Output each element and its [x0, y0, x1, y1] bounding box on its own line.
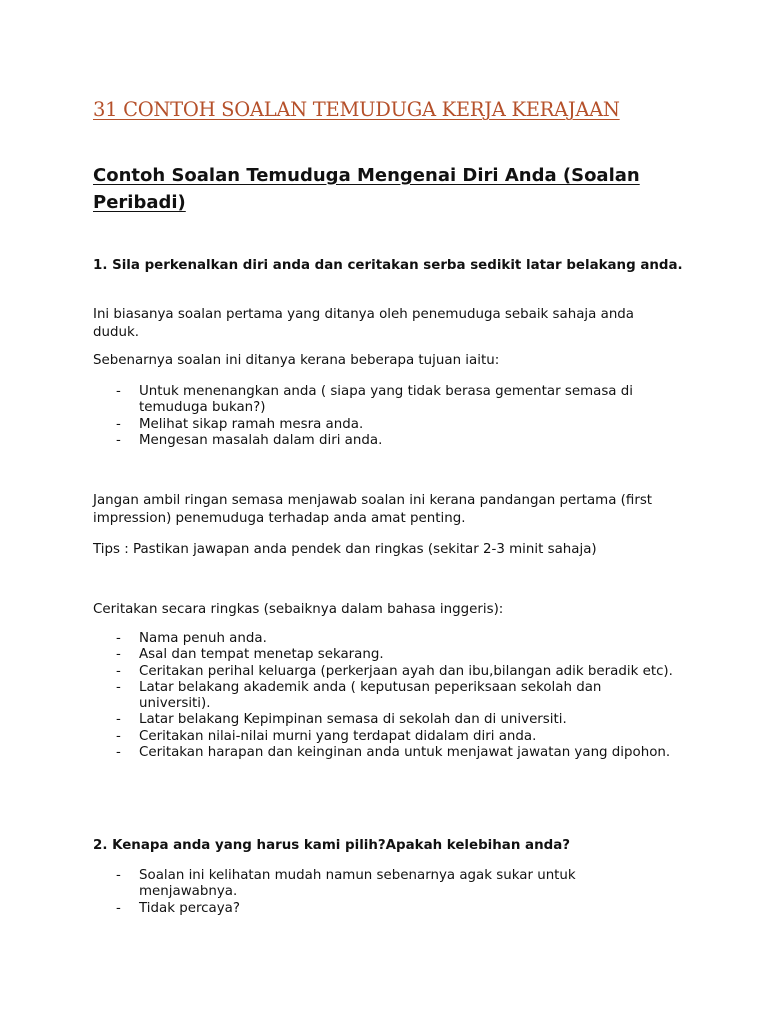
q1-reasons-list	[93, 384, 673, 449]
dash-bullet: -	[116, 432, 121, 448]
list-item: - Melihat sikap ramah mesra anda.	[116, 416, 364, 432]
list-item: - Ceritakan nilai-nilai murni yang terdapat didalam diri anda.	[116, 728, 537, 744]
list-item: - Untuk menenangkan anda ( siapa yang tidak berasa gementar semasa di temuduga bukan?)	[116, 384, 633, 416]
dash-bullet: -	[116, 663, 121, 679]
dash-bullet: -	[116, 679, 121, 695]
dash-bullet: -	[116, 712, 121, 728]
list-item: - Soalan ini kelihatan mudah namun sebenarnya agak sukar untuk menjawabnya.	[116, 868, 576, 900]
list-item: - Mengesan masalah dalam diri anda.	[116, 432, 383, 448]
list-item: - Tidak percaya?	[116, 900, 240, 916]
dash-bullet: -	[116, 647, 121, 663]
q1-paragraph-2: Sebenarnya soalan ini ditanya kerana beberapa tujuan iaitu:	[93, 353, 500, 368]
q1-points-list	[93, 631, 673, 761]
dash-bullet: -	[116, 745, 121, 761]
list-item: - Ceritakan harapan dan keinginan anda untuk menjawat jawatan yang dipohon.	[116, 745, 671, 761]
q2-points-list	[93, 868, 673, 917]
section-heading: Contoh Soalan Temuduga Mengenai Diri Anda (Soalan Peribadi)	[93, 165, 640, 213]
dash-bullet: -	[116, 900, 121, 916]
question-2: 2. Kenapa anda yang harus kami pilih?Apakah kelebihan anda?	[93, 838, 570, 853]
q1-paragraph-4: Ceritakan secara ringkas (sebaiknya dalam bahasa inggeris):	[93, 602, 504, 617]
dash-bullet: -	[116, 384, 121, 399]
list-item: - Asal dan tempat menetap sekarang.	[116, 647, 384, 663]
dash-bullet: -	[116, 631, 121, 646]
question-1: 1. Sila perkenalkan diri anda dan ceritakan serba sedikit latar belakang anda.	[93, 258, 683, 273]
q1-paragraph-1: Ini biasanya soalan pertama yang ditanya oleh penemuduga sebaik sahaja anda duduk.	[93, 307, 635, 340]
list-item: - Ceritakan perihal keluarga (perkerjaan ayah dan ibu,bilangan adik beradik etc).	[116, 663, 673, 679]
q1-paragraph-3: Jangan ambil ringan semasa menjawab soalan ini kerana pandangan pertama (first impression) penemuduga terhadap anda amat penting.	[93, 493, 653, 526]
list-item: - Nama penuh anda.	[116, 631, 267, 646]
q1-tips: Tips : Pastikan jawapan anda pendek dan ringkas (sekitar 2-3 minit sahaja)	[93, 542, 597, 557]
dash-bullet: -	[116, 868, 121, 883]
document-title: 31 CONTOH SOALAN TEMUDUGA KERJA KERAJAAN	[93, 98, 620, 121]
list-item: - Latar belakang Kepimpinan semasa di sekolah dan di universiti.	[116, 712, 567, 728]
dash-bullet: -	[116, 416, 121, 432]
dash-bullet: -	[116, 728, 121, 744]
list-item: - Latar belakang akademik anda ( keputusan peperiksaan sekolah dan universiti).	[116, 679, 602, 712]
